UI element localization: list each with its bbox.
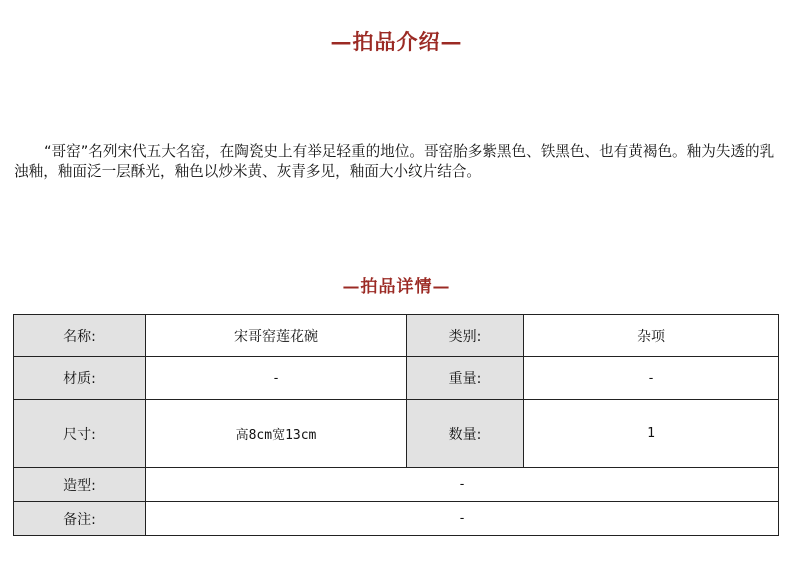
- size-value: 高8cm宽13cm: [146, 400, 407, 468]
- size-label: 尺寸:: [14, 400, 146, 468]
- material-label: 材质:: [14, 357, 146, 400]
- category-value: 杂项: [524, 315, 779, 357]
- notes-value: -: [146, 502, 779, 536]
- name-value: 宋哥窑莲花碗: [146, 315, 407, 357]
- quantity-value: 1: [524, 400, 779, 468]
- table-row: [14, 468, 779, 502]
- shape-label: 造型:: [14, 468, 146, 502]
- intro-text: “哥窑”名列宋代五大名窑，在陶瓷史上有举足轻重的地位。哥窑胎多紫黑色、铁黑色、也有黄褐色。釉为失透的乳浊釉，釉面泛一层酥光，釉色以炒米黄、灰青多见，釉面大小纹片结合。: [14, 143, 775, 180]
- table-row: [14, 315, 779, 357]
- weight-label: 重量:: [407, 357, 524, 400]
- category-label: 类别:: [407, 315, 524, 357]
- notes-label: 备注:: [14, 502, 146, 536]
- quantity-label: 数量:: [407, 400, 524, 468]
- weight-value: -: [524, 357, 779, 400]
- name-label: 名称:: [14, 315, 146, 357]
- table-row: [14, 502, 779, 536]
- details-title: —拍品详情—: [342, 277, 451, 297]
- details-table: [13, 314, 779, 536]
- table-row: [14, 357, 779, 400]
- material-value: -: [146, 357, 407, 400]
- intro-title: —拍品介绍—: [330, 29, 463, 54]
- table-row: [14, 400, 779, 468]
- shape-value: -: [146, 468, 779, 502]
